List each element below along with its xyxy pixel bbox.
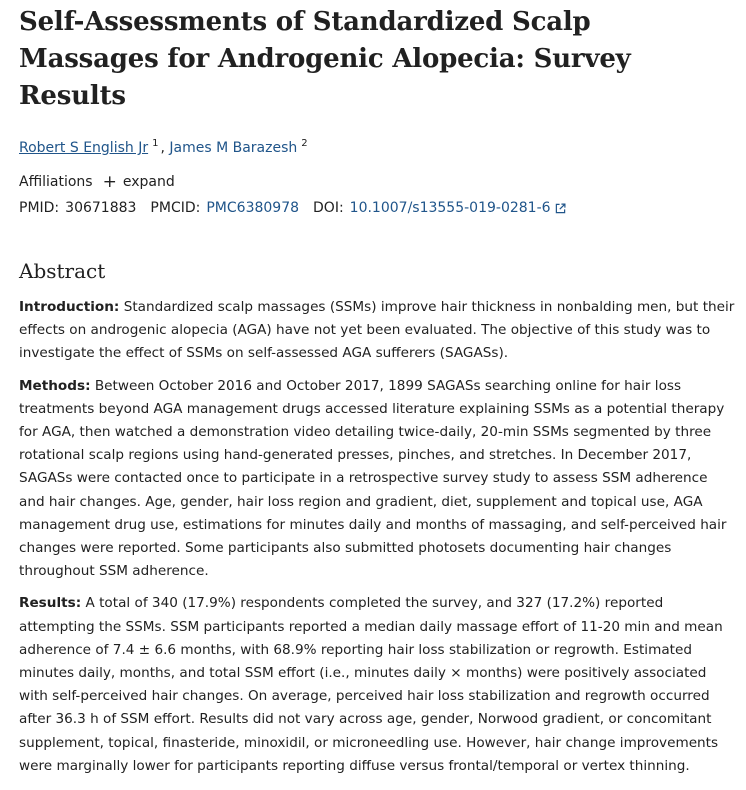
section-label: Methods: [19, 377, 91, 394]
expand-label: expand [122, 174, 175, 190]
pmid-label: PMID: [19, 200, 60, 216]
section-text: Standardized scalp massages (SSMs) improve hair thickness in nonbalding men, but their effects on androgenic alopecia (AGA) have not yet been evaluated. The objective of this study was to investigate the effect of SSMs on self-assessed AGA sufferers (SAGASs). [19, 299, 735, 362]
abstract-heading: Abstract [19, 259, 106, 283]
article-page [19, 0, 735, 778]
pmcid-link[interactable]: PMC6380978 [206, 200, 300, 216]
author-affiliation-sup: 2 [301, 138, 308, 150]
pmcid-label: PMCID: [150, 200, 201, 216]
author-separator: , [160, 140, 165, 156]
section-text: A total of 340 (17.9%) respondents completed the survey, and 327 (17.2%) reported attempting the SSMs. SSM participants reported a median daily massage effort of 11-20 min and mean adherence of 7.4 ± 6.6 months, with 68.9% reporting hair loss stabilization or regrowth. Estimated minutes daily, months, and total SSM effort (i.e., minutes daily × months) were positively associated with self-perceived hair changes. On average, perceived hair loss stabilization and regrowth occurred after 36.3 h of SSM effort. Results did not vary across age, gender, Norwood gradient, or concomitant supplement, topical, finasteride, minoxidil, or microneedling use. However, hair change improvements were marginally lower for participants reporting diffuse versus frontal/temporal or vertex thinning. [19, 595, 723, 774]
section-label: Results: [19, 595, 82, 612]
pmid-value: 30671883 [65, 200, 137, 216]
doi-link[interactable] [350, 198, 566, 218]
affiliations-label: Affiliations [19, 174, 93, 190]
section-label: Introduction: [19, 299, 120, 315]
abstract-introduction [19, 296, 735, 366]
section-text: Between October 2016 and October 2017, 1899 SAGASs searching online for hair loss treatments beyond AGA management drugs accessed literature explaining SSMs as a potential therapy for AGA, then watched a demonstration video detailing twice-daily, 20-min SSMs segmented by three rotational scalp regions using hand-generated presses, pinches, and stretches. In December 2017, SAGASs were contacted once to participate in a retrospective survey study to assess SSM adherence and hair changes. Age, gender, hair loss region and gradient, diet, supplement and topical use, AGA management drug use, estimations for minutes daily and months of massaging, and self-perceived hair changes were reported. Some participants also submitted photosets documenting hair changes throughout SSM adherence. [19, 377, 727, 580]
author-link-barazesh[interactable]: James M Barazesh [169, 140, 298, 156]
author-link-english[interactable]: Robert S English Jr [19, 140, 149, 156]
plus-icon: + [102, 172, 117, 192]
external-link-icon [555, 203, 566, 214]
abstract-methods [19, 375, 735, 584]
author-list [19, 138, 735, 158]
doi-label: DOI: [313, 200, 344, 216]
expand-affiliations-button[interactable] [103, 172, 175, 192]
article-title: Self-Assessments of Standardized Scalp Massages for Androgenic Alopecia: Survey Results [19, 7, 631, 111]
identifiers-row [19, 198, 735, 218]
affiliations-row [19, 172, 735, 192]
abstract-results [19, 592, 735, 778]
doi-value: 10.1007/s13555-019-0281-6 [349, 200, 551, 216]
author-affiliation-sup: 1 [152, 138, 159, 150]
